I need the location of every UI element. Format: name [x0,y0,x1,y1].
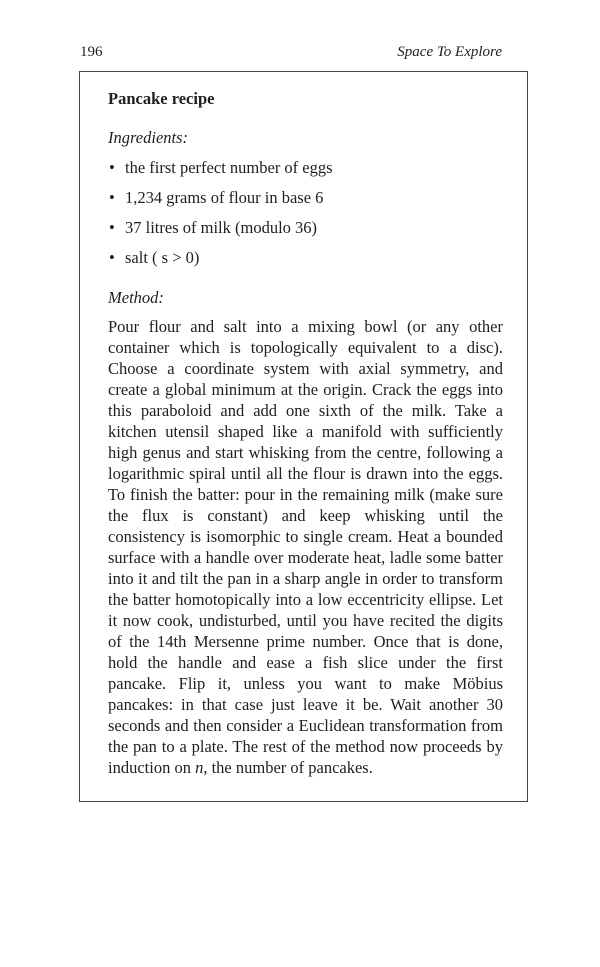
method-text-main: Pour flour and salt into a mixing bowl (or any other container which is topologically equivalent to a disc). Choose a coordinate system with axial symmetry, and create a global minimum at the origin. Crack the eggs into this paraboloid and add one sixth of the milk. Take a kitchen utensil shaped like a manifold with sufficiently high genus and start whisking from the centre, following a logarithmic spiral until all the flour is drawn into the eggs. To finish the batter: pour in the remaining milk (make sure the flux is constant) and keep whisking until the consistency is isomorphic to single cream. Heat a bounded surface with a handle over moderate heat, ladle some batter into it and tilt the pan in a sharp angle in order to transform the batter homotopically into a low eccentricity ellipse. Let it now cook, undisturbed, until you have recited the digits of the 14th Mersenne prime number. Once that is done, hold the handle and ease a fish slice under the first pancake. Flip it, unless you want to make Möbius pancakes: in that case just leave it be. Wait another 30 seconds and then consider a Euclidean transformation from the pan to a plate. The rest of the method now proceeds by induction on [108,317,503,777]
method-label: Method: [108,288,164,307]
method-text-end: , the number of pancakes. [203,758,373,777]
bullet-icon: • [109,158,115,177]
method-paragraph [108,316,503,778]
bullet-icon: • [109,248,115,267]
ingredient-item [108,247,503,268]
ingredients-label: Ingredients: [108,128,189,147]
ingredient-item [108,157,503,178]
ingredient-item [108,217,503,238]
ingredient-text: 1,234 grams of flour in base 6 [125,188,324,207]
recipe-box [79,71,528,802]
ingredient-text: 37 litres of milk (modulo 36) [125,218,318,237]
ingredient-item [108,187,503,208]
bullet-icon: • [109,188,115,207]
bullet-icon: • [109,218,115,237]
method-variable: n [195,758,204,777]
ingredient-text: the first perfect number of eggs [125,158,333,177]
ingredients-list [108,157,503,268]
page-number: 196 [80,44,103,60]
recipe-content [108,88,503,778]
ingredient-text: salt ( s > 0) [125,248,200,267]
recipe-title: Pancake recipe [108,89,215,108]
running-title: Space To Explore [397,44,502,60]
